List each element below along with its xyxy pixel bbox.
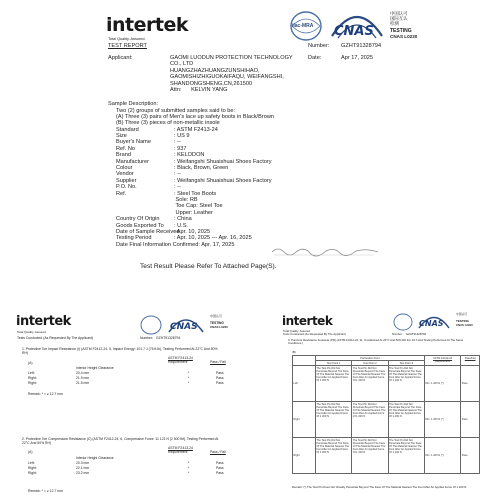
report-date: Apr 17, 2025 (341, 55, 374, 61)
result-cell: The Test Pin Did Not Penetrate Beyond The Face Of The Material Nearest The Foot After An Applied Force Of 1 200 N (315, 438, 351, 474)
row-side: Right (293, 402, 316, 438)
cnas-code: CNAS L0220 (390, 34, 418, 39)
field-value: : Black, Brown, Green (174, 164, 229, 171)
field-value: : U.S. (174, 222, 188, 229)
row-value: 21.9 mm (76, 376, 90, 380)
result-cell: The Test Pin Did Not Penetrate Beyond The Face Of The Material Nearest The Foot After An Applied Force Of 1 200 N (352, 366, 388, 402)
cnas-chinese-2: 国际互认 (390, 17, 408, 22)
row-result: Pass (216, 471, 224, 475)
date-label: Date: (308, 55, 322, 61)
field-value: : ASTM F2413-24 (174, 126, 218, 133)
field-label: Colour (116, 164, 133, 171)
cnas-chinese-3: 检测 (390, 22, 399, 27)
field-value: Sole: RB (174, 196, 198, 203)
pass-fail-header: Pass / Fail (210, 360, 226, 364)
side-header-cell (293, 356, 316, 366)
field-value: : US 9 (174, 132, 190, 139)
applicant-line: GAOMI LUODUN PROTECTION TECHNOLOGY (170, 55, 293, 61)
field-value: : KELODON (174, 152, 205, 159)
field-label: Brand (116, 152, 131, 159)
field-label: Goods Exported To (116, 222, 164, 229)
row-result: Pass (461, 438, 480, 474)
result-cell: The Test Pin Did Not Penetrate Beyond The Face Of The Material Nearest The Foot After An Applied Force Of 1 200 N (352, 402, 388, 438)
group-b-label: (B) (292, 350, 296, 354)
intertek-logo: intertek (106, 14, 188, 36)
sample-lines (116, 108, 274, 127)
ilac-text: ilac-MRA (292, 23, 314, 29)
field-value: : Apr. 10, 2025 --- Apr. 16, 2025 (174, 235, 252, 242)
sample-line: (B) Three (3) pieces of non-metallic insole (116, 120, 220, 127)
signature-image (270, 244, 380, 258)
remark-3: Remark: (*) The Test Pin Does Not Visually Penetrate Beyond The Face Of The Material Nearest The Foot After An Applied Force Of 1 200 N. (292, 485, 468, 489)
field-label: P.O. No. (116, 184, 137, 191)
intertek-logo: intertek (16, 314, 71, 329)
row-result: Pass (216, 376, 224, 380)
pass-fail-header: Pass / Fail (210, 450, 226, 454)
ilac-mra-logo (286, 8, 326, 48)
row-side: Right: (28, 381, 37, 385)
number-label: Number: (308, 43, 330, 49)
row-value: 20.3 mm (76, 461, 90, 465)
row-result: Pass (216, 371, 224, 375)
attn-name: KELVIN YANG (191, 87, 228, 94)
field-value: : China (174, 216, 192, 223)
ilac-mra-logo (392, 312, 414, 332)
pass-fail-header-text: Pass/Fail (464, 356, 476, 360)
cnas-code: CNAS L0220 (456, 323, 473, 327)
intertek-logo: intertek (282, 314, 333, 328)
result-cell: The Test Pin Did Not Penetrate Beyond The Face Of The Material Nearest The Foot After An Applied Force Of 1 200 N (388, 402, 424, 438)
row-value: 22.1 mm (76, 466, 90, 470)
requirement-subheader: Requirement (168, 450, 188, 454)
tests-conducted-subtitle: Tests Conducted (As Requested By The Applicant) (283, 332, 346, 336)
row-requirement: Min. 1 200 N (*) (424, 366, 460, 402)
field-label: Supplier (116, 177, 137, 184)
pass-fail-header (461, 356, 480, 366)
row-side: Right: (28, 376, 37, 380)
tagline: Total Quality. Assured. (17, 330, 47, 334)
test-point-header: Test Point 2 (352, 361, 388, 366)
applicant-line: GAOMISHIZHIGUOKAIFAQU, WEIFANGSHI, (170, 74, 284, 81)
requirement-header: ASTM F2413-24 (168, 356, 193, 360)
row-side: Right: (28, 466, 37, 470)
field-label: Ref. No (116, 145, 135, 152)
field-label: Date Final Information Confirmed: (116, 241, 200, 248)
field-value: : Steel Toe Boots (174, 190, 217, 197)
requirement-subheader: Requirement (168, 360, 188, 364)
field-value: : Apr. 10, 2025 (174, 229, 211, 235)
result-cell: The Test Pin Did Not Penetrate Beyond The Face Of The Material Nearest The Foot After An Applied Force Of 1 200 N (315, 402, 351, 438)
cnas-chinese-1: 中国认可 (456, 312, 468, 316)
field-label: Vendor (116, 171, 134, 178)
report-number: GZHT91328794 (406, 332, 427, 336)
report-title: TEST REPORT (108, 43, 147, 49)
cnas-text: CNAS (170, 322, 198, 332)
result-cell: The Test Pin Did Not Penetrate Beyond The Face Of The Material Nearest The Foot After An Applied Force Of 1 200 N (388, 366, 424, 402)
field-label: Buyer's Name (116, 139, 151, 146)
row-requirement: * (188, 371, 190, 375)
row-requirement: Min. 1 200 N (*) (424, 402, 460, 438)
report-page-1 (100, 0, 500, 290)
field-value: : -- (174, 139, 181, 146)
applicant-line: SHANDONGSHENG,CN,261500 (170, 80, 253, 87)
row-result: Pass (461, 366, 480, 402)
testing-label: TESTING (390, 28, 412, 34)
field-value: : Weifangshi Shuaishuai Shoes Factory (174, 158, 272, 165)
row-side: Right: (28, 471, 37, 475)
clearance-header: Interior Height Clearance (76, 456, 114, 460)
row-result: Pass (216, 466, 224, 470)
field-label: Standard (116, 126, 139, 133)
table-row (28, 471, 238, 476)
report-page-2 (0, 300, 248, 500)
attn-line (170, 87, 293, 93)
row-requirement: * (188, 461, 190, 465)
applicant-block (170, 55, 293, 93)
result-cell: The Test Pin Did Not Penetrate Beyond The Face Of The Material Nearest The Foot After An Applied Force Of 1 200 N (352, 438, 388, 474)
result-cell: The Test Pin Did Not Penetrate Beyond The Face Of The Material Nearest The Foot After An Applied Force Of 1 200 N (315, 366, 351, 402)
field-value: Apr. 17, 2025 (199, 241, 235, 248)
requirement-header-text: ASTM F2413-24 (433, 356, 453, 360)
applicant-line: HUANGZHAZHUANGZUNSHIHAO, (170, 67, 260, 74)
testing-label: TESTING (210, 321, 224, 325)
report-page-3 (252, 300, 500, 500)
clearance-header: Interior Height Clearance (76, 366, 114, 370)
cnas-text: CNAS (419, 319, 444, 328)
group-a-label: (A) (28, 361, 33, 365)
row-result: Pass (216, 461, 224, 465)
result-cell: The Test Pin Did Not Penetrate Beyond The Face Of The Material Nearest The Foot After An Applied Force Of 1 200 N (388, 438, 424, 474)
ilac-mra-logo (138, 314, 164, 336)
row-requirement: * (188, 466, 190, 470)
sample-line: Two (2) groups of submitted samples said to be: (116, 107, 236, 114)
cnas-chinese-1: 中国认可 (390, 12, 408, 17)
testing-label: TESTING (456, 319, 470, 323)
row-requirement: * (188, 381, 190, 385)
report-number: GZHT91328794 (341, 43, 382, 49)
requirement-header (424, 356, 460, 366)
section-2-title: 2. Protective Toe Compression Resistance (C) (ASTM F2412-24, 6, Compressive Force: 11 121 N (2 500 lbf), Testing Performed At 22°C And 50% RH) (22, 437, 219, 445)
requirement-subheader: Requirement (435, 359, 451, 363)
table-row (293, 438, 480, 474)
field-value: Toe Cap: Steel Toe (174, 203, 223, 210)
table-row (28, 381, 238, 386)
row-value: 20.4 mm (76, 371, 90, 375)
field-label: Date of Sample Received (116, 229, 180, 235)
section-1-title: 1. Protective Toe Impact Resistance (I) (ASTM F2412-24, 5, Impact Energy: 101.7 J (75 ft-lb), Testing Performed At 22°C And 50% RH) (22, 347, 218, 355)
row-result: Pass (216, 381, 224, 385)
field-value: : 937 (174, 145, 187, 152)
row-result: Pass (461, 402, 480, 438)
number-label: Number: (140, 336, 154, 340)
row-requirement: * (188, 376, 190, 380)
field-value: : Weifangshi Shuaishuai Shoes Factory (174, 177, 272, 184)
attn-label: Attn: (170, 87, 182, 94)
row-value: 23.2 mm (76, 471, 90, 475)
number-label: Number: (392, 332, 403, 336)
cnas-code: CNAS L0220 (210, 325, 228, 329)
cnas-logo (416, 310, 452, 334)
requirement-header: ASTM F2413-24 (168, 446, 193, 450)
table-row (293, 366, 480, 402)
group-a-label: (A) (28, 450, 33, 454)
row-side: Left (293, 366, 316, 402)
perforation-header: Perforation Point (315, 356, 424, 361)
row-side: Right (293, 438, 316, 474)
row-value: 21.5 mm (76, 381, 90, 385)
row-requirement: Min. 1 200 N (*) (424, 438, 460, 474)
test-result-note: Test Result Please Refer To Attached Page(S). (140, 263, 277, 270)
table-row (293, 402, 480, 438)
tagline: Total Quality. Assured. (283, 329, 311, 333)
field-label: Manufacturer (116, 158, 149, 165)
field-value: Upper: Leather (174, 209, 213, 216)
cnas-logo (166, 312, 206, 338)
field-value: : -- (174, 171, 181, 178)
section-1-rows (28, 371, 238, 386)
field-value: : -- (174, 184, 181, 191)
row-requirement: * (188, 471, 190, 475)
tests-conducted-subtitle: Tests Conducted (As Requested By The Applicant) (17, 336, 94, 340)
sample-line: (A) Three (3) pairs of Men's lace up safety boots in Black/Brown (116, 113, 274, 120)
sample-fields (116, 127, 416, 249)
remark-1: Remark: * = ≥ 12.7 mm (28, 392, 63, 396)
section-2-rows (28, 461, 238, 476)
tagline: Total Quality. Assured. (108, 37, 146, 41)
puncture-table (292, 355, 480, 474)
remark-2: Remark: * = ≥ 12.7 mm (28, 489, 63, 493)
test-point-header: Test Point 1 (315, 361, 351, 366)
section-3-title: 3. Puncture Resistance Footwear (PR) (ASTM F2412-24, 11, Conditioned At 22°C And 50% RH For 24 h And Testing Performed At The Same Conditions.) (288, 338, 464, 346)
sample-heading: Sample Description: (108, 101, 159, 107)
row-side: Left: (28, 461, 35, 465)
applicant-label: Applicant: (108, 55, 133, 61)
field-label: Size (116, 132, 127, 139)
applicant-line: CO., LTD (170, 61, 194, 68)
cnas-text: CNAS (334, 24, 374, 39)
field-label: Ref. (116, 190, 127, 197)
cnas-chinese-1: 中国认可 (210, 314, 223, 318)
report-number: GZHT91328794 (156, 336, 181, 340)
field-label: Testing Period (116, 235, 152, 242)
test-point-header: Test Point 3 (388, 361, 424, 366)
row-side: Left: (28, 371, 35, 375)
field-label: Country Of Origin (116, 216, 160, 223)
